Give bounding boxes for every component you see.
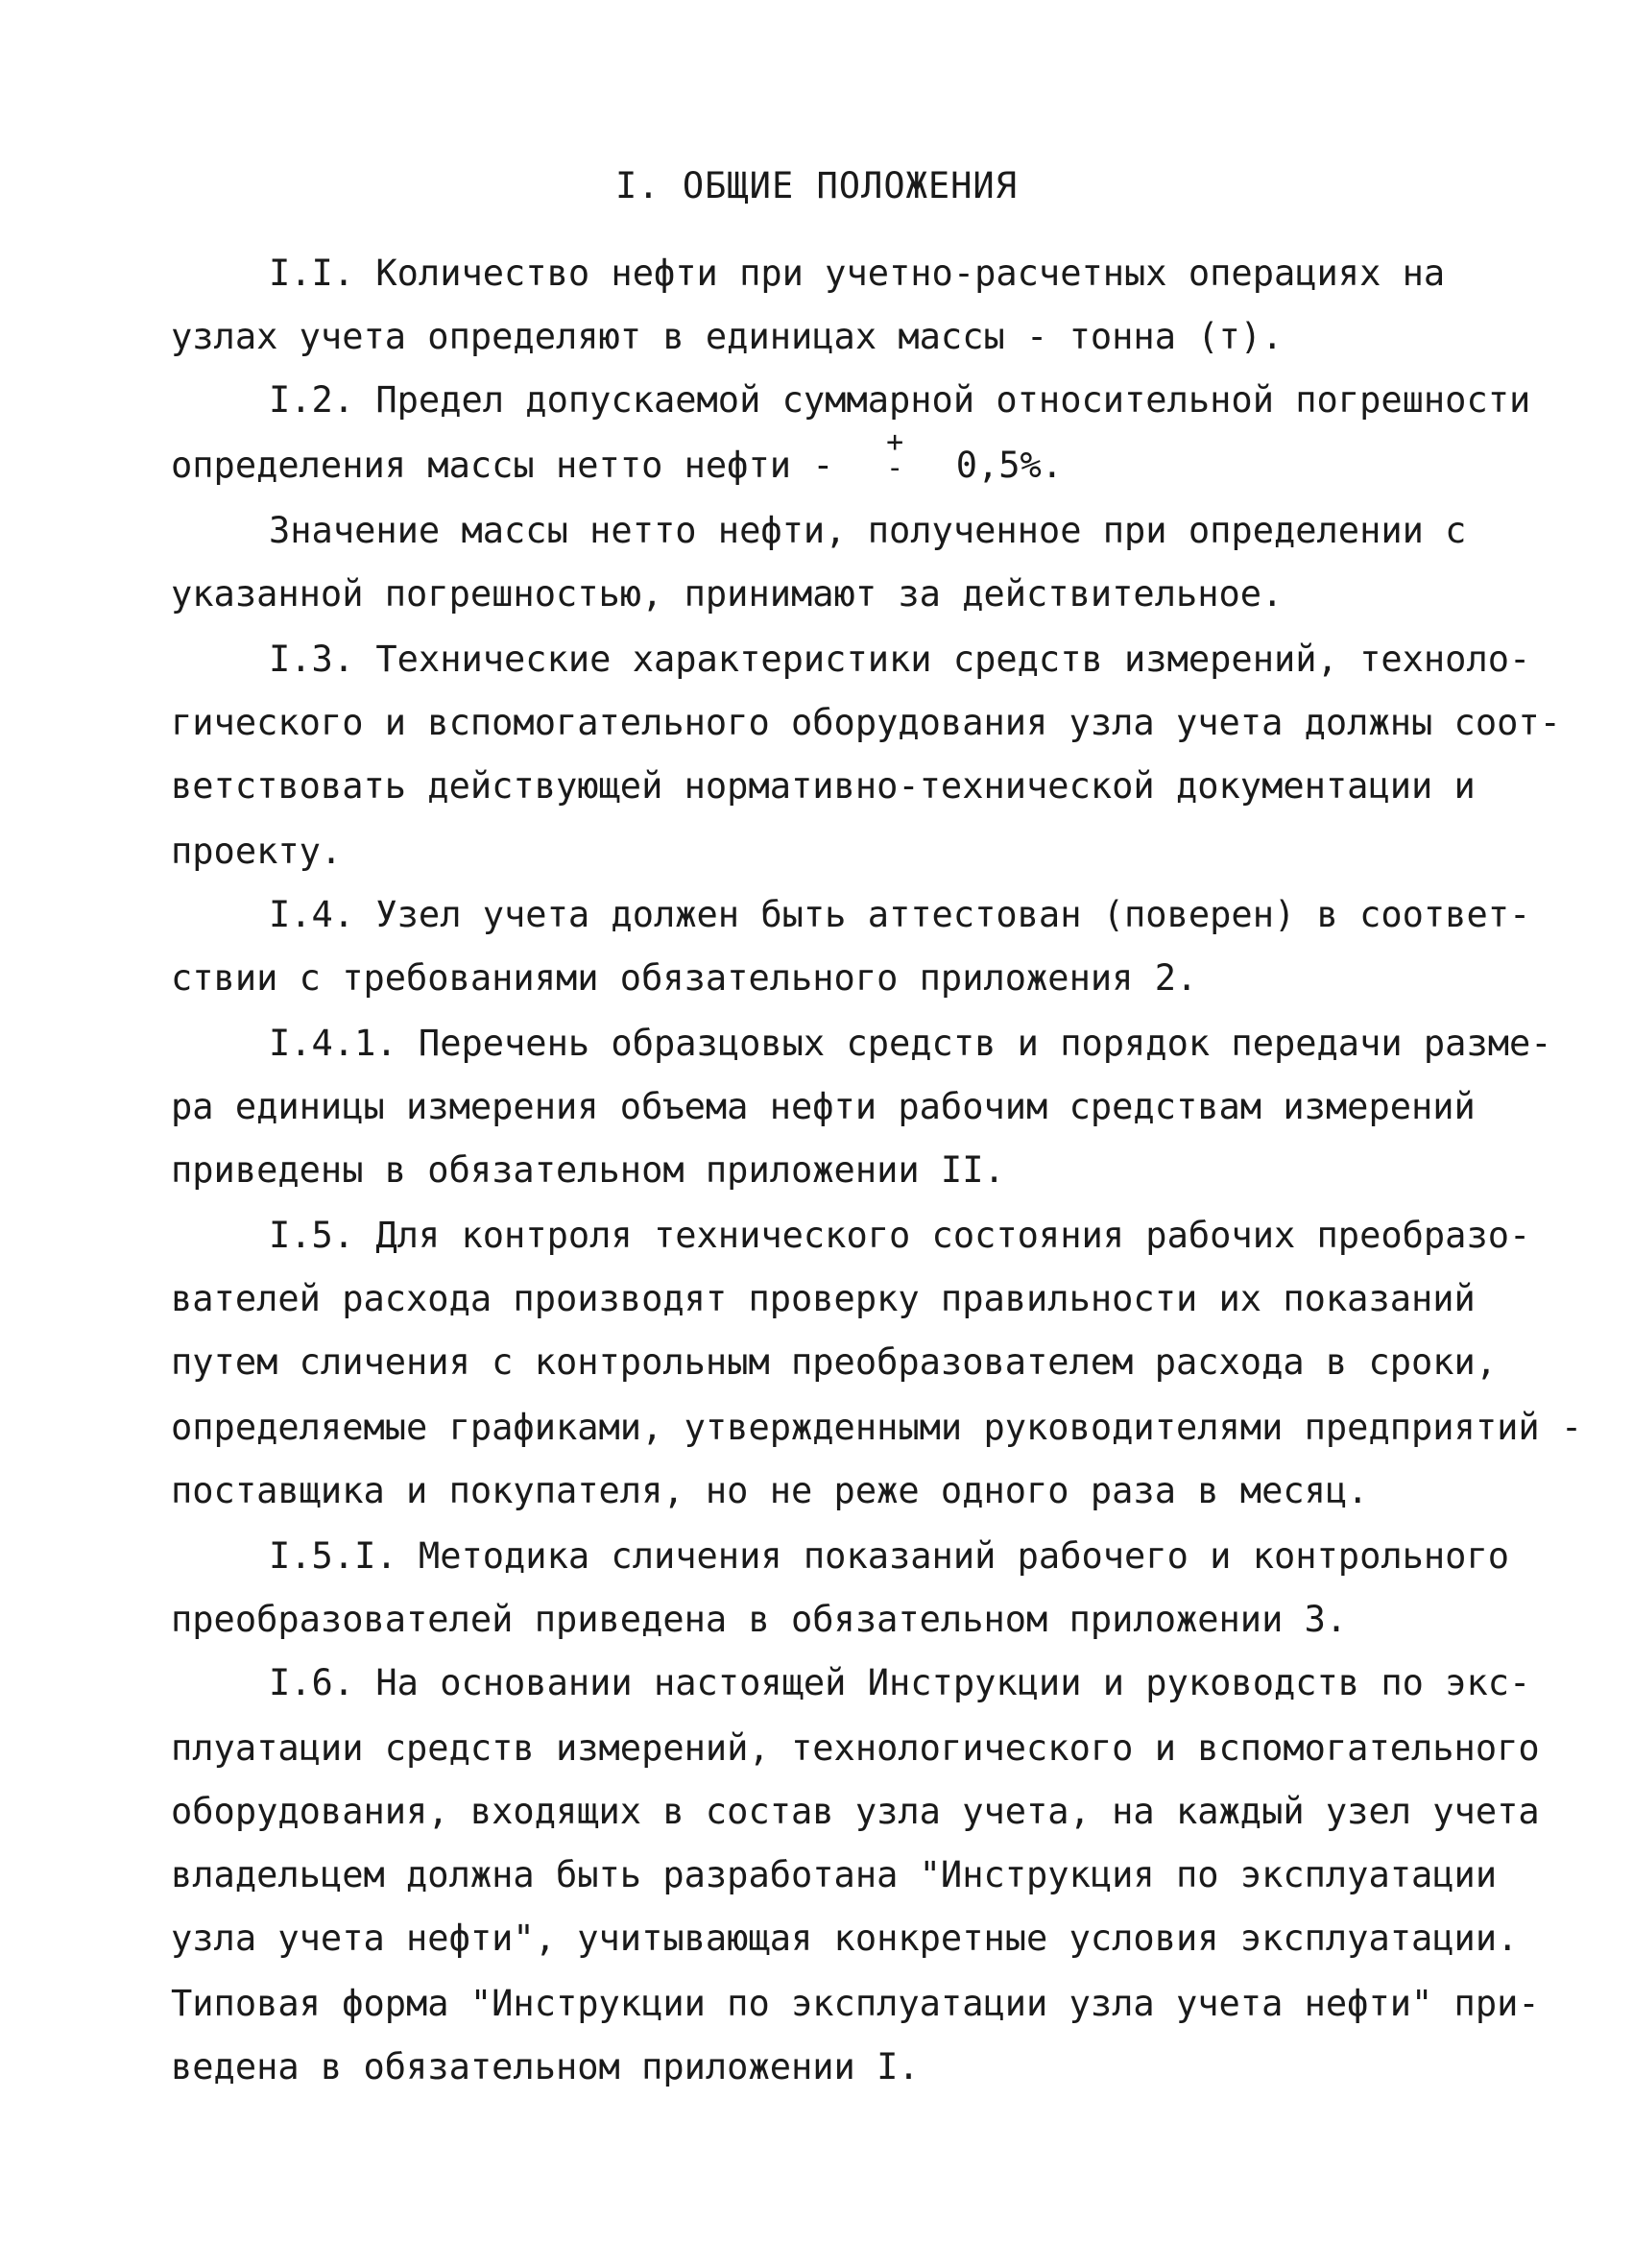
paragraph-1-6-line-5: узла учета нефти", учитывающая конкретные условия эксплуатации. xyxy=(171,1918,1519,1959)
paragraph-1-2-line-2 xyxy=(171,425,1064,486)
paragraph-1-3-line-1: I.3. Технические характеристики средств измерений, техноло- xyxy=(269,639,1531,680)
paragraph-1-6-line-6: Типовая форма "Инструкции по эксплуатации узла учета нефти" при- xyxy=(171,1983,1540,2024)
paragraph-1-6-line-2: плуатации средств измерений, технологического и вспомогательного xyxy=(171,1727,1540,1769)
paragraph-1-1-line-1: I.I. Количество нефти при учетно-расчетных операциях на xyxy=(269,253,1446,294)
paragraph-1-4-1-line-2: ра единицы измерения объема нефти рабочим средствам измерений xyxy=(171,1086,1476,1127)
paragraph-1-5-line-2: вателей расхода производят проверку правильности их показаний xyxy=(171,1278,1476,1319)
plus-sign: + xyxy=(886,425,904,459)
paragraph-1-2-line-1: I.2. Предел допускаемой суммарной относительной погрешности xyxy=(269,379,1531,421)
paragraph-1-5-line-4: определяемые графиками, утвержденными руководителями предприятий - xyxy=(171,1407,1583,1448)
paragraph-1-3-line-4: проекту. xyxy=(171,831,343,872)
paragraph-1-4-1-line-3: приведены в обязательном приложении II. xyxy=(171,1149,1005,1191)
paragraph-1-6-line-7: ведена в обязательном приложении I. xyxy=(171,2046,920,2087)
paragraph-1-3-line-2: гического и вспомогательного оборудования узла учета должны соот- xyxy=(171,702,1561,743)
paragraph-1-5-line-3: путем сличения с контрольным преобразователем расхода в сроки, xyxy=(171,1341,1498,1383)
paragraph-value-line-1: Значение массы нетто нефти, полученное при определении с xyxy=(269,510,1467,551)
paragraph-1-4-line-2: ствии с требованиями обязательного приложения 2. xyxy=(171,957,1198,999)
paragraph-1-6-line-1: I.6. На основании настоящей Инструкции и руководств по экс- xyxy=(269,1662,1531,1703)
paragraph-1-3-line-3: ветствовать действующей нормативно-технической документации и xyxy=(171,765,1476,807)
paragraph-1-6-line-3: оборудования, входящих в состав узла учета, на каждый узел учета xyxy=(171,1791,1540,1832)
paragraph-value-line-2: указанной погрешностью, принимают за действительное. xyxy=(171,573,1284,615)
paragraph-1-1-line-2: узлах учета определяют в единицах массы - тонна (т). xyxy=(171,316,1284,357)
paragraph-1-5-line-5: поставщика и покупателя, но не реже одного раза в месяц. xyxy=(171,1470,1369,1511)
minus-sign: - xyxy=(886,451,904,485)
paragraph-1-6-line-4: владельцем должна быть разработана "Инструкция по эксплуатации xyxy=(171,1854,1498,1895)
paragraph-1-5-1-line-2: преобразователей приведена в обязательном приложении 3. xyxy=(171,1599,1348,1640)
paragraph-1-5-1-line-1: I.5.I. Методика сличения показаний рабочего и контрольного xyxy=(269,1535,1510,1577)
plus-minus-sign xyxy=(877,425,913,485)
paragraph-1-4-1-line-1: I.4.1. Перечень образцовых средств и порядок передачи разме- xyxy=(269,1023,1552,1064)
paragraph-1-4-line-1: I.4. Узел учета должен быть аттестован (поверен) в соответ- xyxy=(269,894,1531,935)
section-title: I. ОБЩИЕ ПОЛОЖЕНИЯ xyxy=(615,165,1018,206)
paragraph-1-2-line-2-text: определения массы нетто нефти - xyxy=(171,445,834,486)
paragraph-1-5-line-1: I.5. Для контроля технического состояния рабочих преобразо- xyxy=(269,1215,1531,1256)
tolerance-value: 0,5%. xyxy=(955,445,1064,486)
